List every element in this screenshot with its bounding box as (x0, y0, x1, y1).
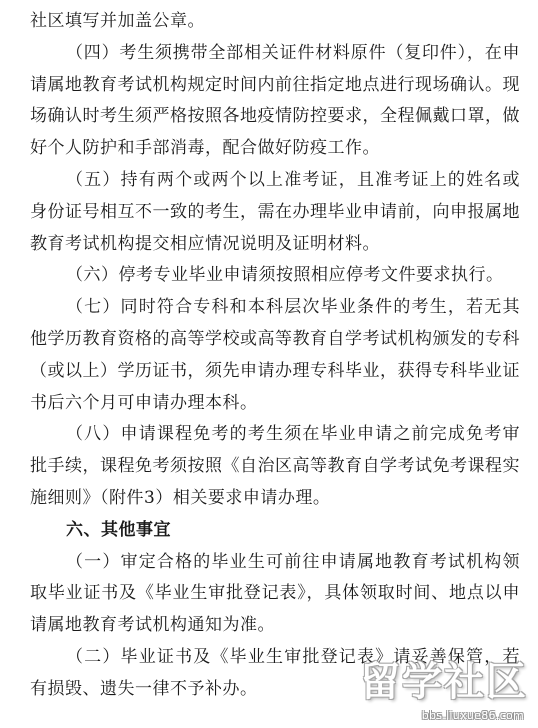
paragraph-item-5: （五）持有两个或两个以上准考证，且准考证上的姓名或身份证号相互不一致的考生，需在办理毕业申请前，向申报属地教育考试机构提交相应情况说明及证明材料。 (30, 169, 520, 254)
paragraph-continuation: 社区填写并加盖公章。 (30, 11, 205, 31)
paragraph-item-6: （六）停考专业毕业申请须按照相应停考文件要求执行。 (66, 265, 504, 286)
watermark-url: bbs.liuxue86.com (421, 709, 524, 722)
section-heading: 六、其他事宜 (66, 519, 171, 540)
paragraph-item-7: （七）同时符合专科和本科层次毕业条件的考生，若无其他学历教育资格的高等学校或高等教育自学考试机构颁发的专科（或以上）学历证书，须先申请办理专科毕业，获得专科毕业证书后六个月可申请办理本科。 (30, 297, 520, 413)
section-paragraph-2: （二）毕业证书及《毕业生审批登记表》请妥善保管，若有损毁、遗失一律不予补办。 (30, 646, 520, 699)
paragraph-item-4: （四）考生须携带全部相关证件材料原件（复印件），在申请属地教育考试机构规定时间内前往指定地点进行现场确认。现场确认时考生须严格按照各地疫情防控要求，全程佩戴口罩，做好个人防护和手部消毒，配合做好防疫工作。 (30, 42, 520, 159)
watermark-logo-text: 留学社区 (360, 659, 528, 705)
section-paragraph-1: （一）审定合格的毕业生可前往申请属地教育考试机构领取毕业证书及《毕业生审批登记表》，具体领取时间、地点以申请属地教育考试机构通知为准。 (30, 551, 520, 636)
paragraph-item-8: （八）申请课程免考的考生须在毕业申请之前完成免考审批手续，课程免考须按照《自治区高等教育自学考试免考课程实施细则》（附件3）相关要求申请办理。 (30, 424, 520, 508)
